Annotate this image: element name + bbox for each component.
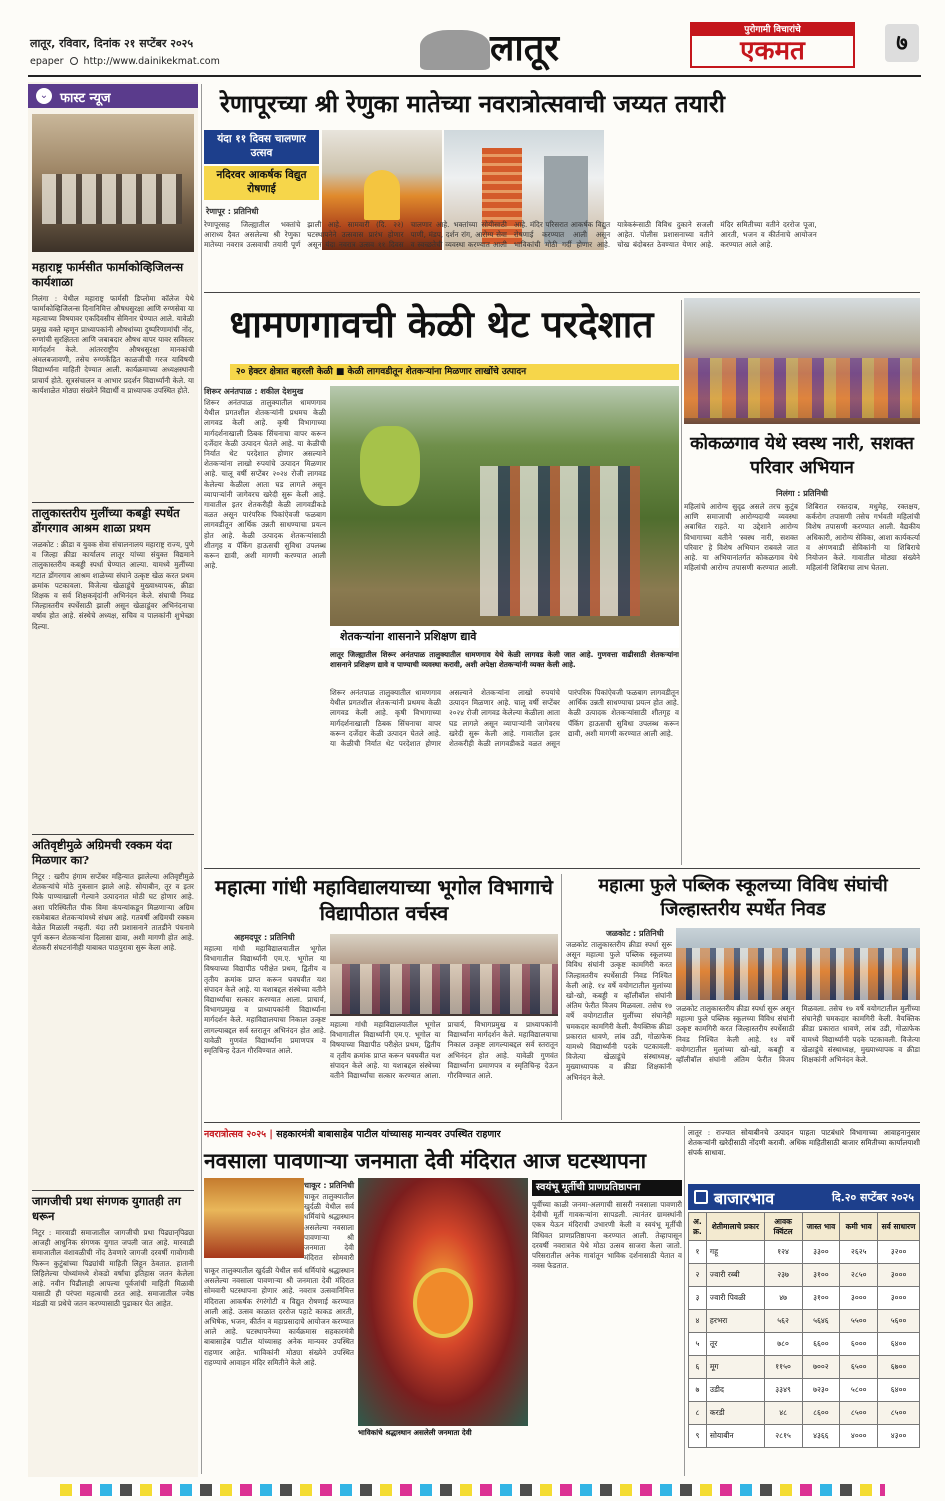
renuka-title: रेणापूरच्या श्री रेणुका मातेच्या नवरात्रोत्सवाची जय्यत तयारी [220,89,725,118]
table-row [689,1310,920,1333]
col-arrival: आवक क्विंटल [764,1213,802,1241]
table-cell: ७००२ [802,1356,840,1379]
banana-body-right: शिरूर अनंतपाळ तालुक्यातील धामणगाव येथील प्रगतशील शेतकऱ्यांनी प्रथमच केळी लागवड केली आहे. कृषी विभागाच्या मार्गदर्शनाखाली ठिबक सिंचनाचा वापर करून दर्जेदार केळी उत्पादन घेतले आहे. या केळीची निर्यात थेट परदेशात होणार असल्याने शेतकऱ्यांना लाखो रुपयांचे उत्पादन मिळणार आहे. चालू वर्षी सप्टेंबर २०२४ रोजी लागवड केलेल्या केळीला आता घड लागले असून व्यापाऱ्यांनी जागेवरच खरेदी सुरू केली आहे. गावातील इतर शेतकरीही केळी लागवडीकडे वळत असून पारंपरिक पिकांऐवजी फळबाग लागवडीतून आर्थिक उन्नती साधण्याचा प्रयत्न होत आहे. केळी उत्पादक शेतकऱ्यांसाठी शीतगृह व पॅकिंग हाऊसची सुविधा उपलब्ध करून द्यावी, अशी मागणी करण्यात आली आहे. [330,688,679,749]
phule-team-photo [676,928,920,1000]
brand-tagline: पुरोगामी विचारांचे [692,24,853,36]
banana-byline: शिरूर अनंतपाळ : शकील देशमुख [204,387,304,396]
table-cell: ३ [689,1287,707,1310]
gandhi-story [204,872,558,1120]
table-cell: १ [689,1241,707,1264]
deity-caption: भाविकांचे श्रद्धास्थान असलेली जनमाता देवी [358,1428,472,1437]
city-emblem [420,30,490,70]
navratri-strip: नवरात्रोत्सव २०२५ | सहकारमंत्री बाबासाहेब पाटील यांच्यासह मान्यवर उपस्थित राहणार [204,1129,501,1140]
page-number: ७ [885,24,919,62]
banana-story [204,294,679,868]
table-cell: ५६०० [878,1310,920,1333]
table-cell: सोयाबीन [706,1425,764,1448]
table-row [689,1241,920,1264]
table-cell: ११५० [764,1356,802,1379]
banana-lead: लातूर जिल्ह्यातील शिरूर अनंतपाळ तालुक्यातील धामणगाव येथे केळी लागवड केली जात आहे. गुणवत्ता वाढीसाठी शेतकऱ्यांना शासनाने प्रशिक्षण द्यावे व पाण्याची व्यवस्था करावी, अशी अपेक्षा शेतकऱ्यांनी व्यक्त केली आहे. [330,650,679,670]
table-row [689,1287,920,1310]
story-advance-body: निटूर : खरीप हंगाम सप्टेंबर महिन्यात झालेल्या अतिवृष्टीमुळे शेतकऱ्यांचे मोठे नुकसान झाले आहे. सोयाबीन, तूर व इतर पिके पाण्याखाली गेल्याने उत्पादनात मोठी घट होणार आहे. अशा परिस्थितीत पीक विमा कंपन्यांकडून मिळणाऱ्या अग्रिम रकमेबाबत शेतकऱ्यांमध्ये संभ्रम आहे. गतवर्षी अग्रिमची रक्कम वेळेत मिळाली नव्हती. यंदा तरी प्रशासनाने तातडीने पंचनामे पूर्ण करून शेतकऱ्यांना दिलासा द्यावा, अशी मागणी होत आहे. शेतकरी संघटनांनीही याबाबत पाठपुरावा सुरू केला आहे. [32,872,194,953]
murti-title: स्वयंभू मूर्तीची प्राणप्रतिष्ठापना [532,1180,682,1196]
table-cell: ६००० [840,1333,878,1356]
fast-news-sidebar [28,82,198,1477]
gandhi-felicitation-photo [330,934,558,1016]
col-commodity: शेतीमालाचे प्रकार [706,1213,764,1241]
table-cell: ३००० [878,1264,920,1287]
navratri-tag: नवरात्रोत्सव २०२५ [204,1129,267,1140]
globe-icon [70,57,78,65]
city-name: लातूर [490,27,559,69]
table-cell: ६७०० [878,1356,920,1379]
table-cell: ४ [689,1310,707,1333]
table-cell: ७ [689,1379,707,1402]
renuka-box2: नदिरवर आकर्षक विद्युत रोषणाई [204,166,319,200]
table-cell: ७८० [764,1333,802,1356]
market-table [688,1212,920,1448]
table-cell: २६२५ [840,1241,878,1264]
deity-idol-photo [358,1178,528,1426]
table-cell: २ [689,1264,707,1287]
kokalgaon-title: कोकळगाव येथे स्वस्थ नारी, सशक्त परिवार अभियान [690,434,914,478]
banana-kicker: २० हेक्टर क्षेत्रात बहरली केळी ■ केळी लागवडीतून शेतकऱ्यांना मिळणार लाखोंचे उत्पादन [230,364,679,380]
banana-caption: शेतकऱ्यांना शासनाने प्रशिक्षण द्यावे [330,626,679,648]
navratri-strip-text: सहकारमंत्री बाबासाहेब पाटील यांच्यासह मान्यवर उपस्थित राहणार [276,1129,501,1140]
table-row [689,1356,920,1379]
table-cell: ३००० [840,1287,878,1310]
table-cell: तूर [706,1333,764,1356]
phule-body-right: जळकोट तालुकास्तरीय क्रीडा स्पर्धा सुरू असून महात्मा फुले पब्लिक स्कूलच्या विविध संघांनी उत्कृष्ट कामगिरी करत जिल्हास्तरीय स्पर्धेसाठी निवड निश्चित केली आहे. १४ वर्षे वयोगटातील मुलांच्या खो-खो, कबड्डी व व्हॉलीबॉल संघांनी अंतिम फेरीत विजय मिळवला. तसेच १७ वर्षे वयोगटातील मुलींच्या संघानेही चमकदार कामगिरी केली. वैयक्तिक क्रीडा प्रकारात धावणे, लांब उडी, गोळाफेक यामध्ये विद्यार्थ्यांनी पदके पटकावली. विजेत्या खेळाडूंचे संस्थाध्यक्ष, मुख्याध्यापक व क्रीडा शिक्षकांनी अभिनंदन केले. [676,1004,920,1065]
table-row [689,1425,920,1448]
renuka-byline: रेणापूर : प्रतिनिधी [206,207,259,216]
navasala-title: नवसाला पावणाऱ्या जनमाता देवी मंदिरात आज घटस्थापना [204,1148,647,1173]
banana-title: धामणगावची केळी थेट परदेशात [229,302,654,346]
table-cell: ५ [689,1333,707,1356]
table-cell: ८ [689,1402,707,1425]
navasala-story [204,1126,682,1478]
table-cell: ४७ [764,1287,802,1310]
renuka-body: रेणापूरसह जिल्ह्यातील भक्तांचे आराध्य दैवत असलेल्या श्री रेणुका मातेच्या नवरात्र उत्सवाची तयारी पूर्ण झाली आहे. सामवारी (दि. २२) घटस्थापनेने उत्सवास प्रारंभ होणार असून यंदा नवरात्र उत्सव ११ दिवस चालणार आहे. भक्तांच्या सोयीसाठी पाणी, मंडप, दर्शन रांग, आरोग्य सेवा व स्वच्छतेची व्यवस्था करण्यात आली आहे. मंदिर परिसरात आकर्षक विद्युत रोषणाई करण्यात आली असून भाविकांची मोठी गर्दी होणार आहे. यात्रेकरूंसाठी विविध दुकाने सजली आहेत. पोलीस प्रशासनाच्या वतीने चोख बंदोबस्त ठेवण्यात येणार आहे. मंदिर समितीच्या वतीने दररोज पूजा, आरती, भजन व कीर्तनाचे आयोजन करण्यात आले आहे. [204,220,817,250]
table-cell: ५५०० [840,1310,878,1333]
table-cell: ६ [689,1356,707,1379]
kokalgaon-story [684,298,920,868]
health-camp-photo [684,298,920,424]
table-cell: करडी [706,1402,764,1425]
renuka-story [204,84,920,294]
renuka-box1: यंदा ११ दिवस चालणार उत्सव [204,130,319,164]
story-jagji-title: जागजीची प्रथा संगणक युगातही तग धरून [32,1194,181,1223]
murti-body: पूर्वीच्या काळी जनमा-अलगाची सासरी नवसाला पावणारी देवीची मूर्ती गावकऱ्यांना सापडली. त्यानंतर ग्रामस्थांनी एकत्र येऊन मंदिराची उभारणी केली व स्वयंभू मूर्तीची विधिवत प्राणप्रतिष्ठापना करण्यात आली. तेव्हापासून दरवर्षी नवरात्रात येथे मोठा उत्सव साजरा केला जातो. परिसरातील अनेक गावांतून भाविक दर्शनासाठी येतात व नवस फेडतात. [532,1200,682,1271]
table-cell: ४८ [764,1402,802,1425]
table-row [689,1264,920,1287]
table-cell: हरभरा [706,1310,764,1333]
table-cell: गहू [706,1241,764,1264]
table-cell: ४००० [840,1425,878,1448]
market-date: दि.२० सप्टेंबर २०२५ [831,1191,914,1204]
table-cell: ३३०० [802,1241,840,1264]
table-cell: २३७ [764,1264,802,1287]
table-cell: ६४०० [878,1379,920,1402]
phule-byline: जळकोट : प्रतिनिधी [606,929,664,938]
masthead [0,0,945,90]
gandhi-body-left: महात्मा गांधी महाविद्यालयातील भूगोल विभागातील विद्यार्थ्यांनी एम.ए. भूगोल या विषयाच्या विद्यापीठ परीक्षेत प्रथम, द्वितीय व तृतीय क्रमांक प्राप्त करून घवघवीत यश संपादन केले आहे. या यशाबद्दल संस्थेच्या वतीने विद्यार्थ्यांचा सत्कार करण्यात आला. प्राचार्य, विभागप्रमुख व प्राध्यापकांनी विद्यार्थ्यांना मार्गदर्शन केले. महाविद्यालयाचा निकाल उत्कृष्ट लागल्याबद्दल सर्व स्तरातून अभिनंदन होत आहे. यावेळी गुणवंत विद्यार्थ्यांना प्रमाणपत्र व स्मृतिचिन्ह देऊन गौरविण्यात आले. [204,944,326,1056]
brand-name: एकमत [740,36,805,66]
market-title: बाजारभाव [714,1189,775,1208]
table-row [689,1402,920,1425]
market-table-header [689,1213,920,1241]
market-section [688,1126,920,1478]
col-high: जास्त भाव [802,1213,840,1241]
banana-farm-photo [330,386,679,626]
epaper-label: epaper [30,56,64,67]
issue-date: लातूर, रविवार, दिनांक २१ सप्टेंबर २०२५ [30,37,194,50]
table-cell: ३००० [878,1287,920,1310]
table-row [689,1379,920,1402]
table-row [689,1333,920,1356]
story-kabaddi-title: तालुकास्तरीय मुलींच्या कबड्डी स्पर्धेत डोंगरगाव आश्रम शाळा प्रथम [32,506,180,535]
table-cell: ज्वारी रब्बी [706,1264,764,1287]
table-cell: ६६०० [802,1333,840,1356]
col-avg: सर्व साधारण [878,1213,920,1241]
table-cell: ८५०० [878,1402,920,1425]
table-cell: ४३०० [878,1425,920,1448]
fast-news-label: फास्ट न्यूज [60,91,111,106]
print-color-strip [60,1484,885,1496]
table-cell: २८५० [840,1264,878,1287]
kokalgaon-byline: निलंगा : प्रतिनिधी [776,489,828,498]
table-cell: ४३६६ [802,1425,840,1448]
gandhi-body-right: महात्मा गांधी महाविद्यालयातील भूगोल विभागातील विद्यार्थ्यांनी एम.ए. भूगोल या विषयाच्या विद्यापीठ परीक्षेत प्रथम, द्वितीय व तृतीय क्रमांक प्राप्त करून घवघवीत यश संपादन केले आहे. या यशाबद्दल संस्थेच्या वतीने विद्यार्थ्यांचा सत्कार करण्यात आला. प्राचार्य, विभागप्रमुख व प्राध्यापकांनी विद्यार्थ्यांना मार्गदर्शन केले. महाविद्यालयाचा निकाल उत्कृष्ट लागल्याबद्दल सर्व स्तरातून अभिनंदन होत आहे. यावेळी गुणवंत विद्यार्थ्यांना प्रमाणपत्र व स्मृतिचिन्ह देऊन गौरविण्यात आले. [330,1020,558,1081]
story-pharmacy-body: निलंगा : येथील महाराष्ट्र फार्मसी डिप्लोमा कॉलेज येथे फार्माकोव्हिजिलन्स दिनानिमित्त औषधसुरक्षा आणि रुग्णसेवा या महत्वाच्या विषयावर एकदिवसीय सेमिनार घेण्यात आले. यावेळी प्रमुख वक्ते म्हणून प्राध्यापकांनी औषधांच्या दुष्परिणामांची नोंद, रुग्णांची सुरक्षितता आणि जबाबदार औषध वापर यावर सविस्तर मार्गदर्शन केले. आंतरराष्ट्रीय औषधसुरक्षा मानकांची अंमलबजावणी, तसेच रुग्णकेंद्रित काळजीची गरज याविषयी विद्यार्थ्यांना माहिती देण्यात आली. कार्यक्रमाच्या अध्यक्षस्थानी प्राचार्य होते. सूत्रसंचालन व आभार प्रदर्शन विद्यार्थ्यांनी केले. या कार्यशाळेत मोठ्या संख्येने विद्यार्थी व प्राध्यापक उपस्थित होते. [32,294,194,395]
table-cell: ६५०० [840,1356,878,1379]
table-cell: ३१०० [802,1264,840,1287]
banana-body-left: शिरूर अनंतपाळ तालुक्यातील धामणगाव येथील प्रगतशील शेतकऱ्यांनी प्रथमच केळी लागवड केली आहे. कृषी विभागाच्या मार्गदर्शनाखाली ठिबक सिंचनाचा वापर करून दर्जेदार केळी उत्पादन घेतले आहे. या केळीची निर्यात थेट परदेशात होणार असल्याने शेतकऱ्यांना लाखो रुपयांचे उत्पादन मिळणार आहे. चालू वर्षी सप्टेंबर २०२४ रोजी लागवड केलेल्या केळीला आता घड लागले असून व्यापाऱ्यांनी जागेवरच खरेदी सुरू केली आहे. गावातील इतर शेतकरीही केळी लागवडीकडे वळत असून पारंपरिक पिकांऐवजी फळबाग लागवडीतून आर्थिक उन्नती साधण्याचा प्रयत्न होत आहे. केळी उत्पादक शेतकऱ्यांसाठी शीतगृह व पॅकिंग हाऊसची सुविधा उपलब्ध करून द्यावी, अशी मागणी करण्यात आली आहे. [204,398,326,571]
navasala-byline: चाकूर : प्रतिनिधी [304,1181,355,1190]
table-cell: उडीद [706,1379,764,1402]
kokalgaon-body: महिलांचे आरोग्य सुदृढ असले तरच कुटुंब आणि समाजाची आरोग्यदायी व्यवस्था अबाधित राहते. या उद्देशाने आरोग्य विभागाच्या वतीने 'स्वस्थ नारी, सशक्त परिवार' हे विशेष अभियान राबवले जात आहे. या अभियानांतर्गत कोकळगाव येथे महिलांची आरोग्य तपासणी करण्यात आली. शिबिरात रक्तदाब, मधुमेह, रक्तक्षय, कर्करोग तपासणी तसेच गर्भवती महिलांची विशेष तपासणी करण्यात आली. वैद्यकीय अधिकारी, आरोग्य सेविका, आशा कार्यकर्त्या व अंगणवाडी सेविकांनी या शिबिराचे नियोजन केले. गावातील मोठ्या संख्येने महिलांनी शिबिराचा लाभ घेतला. [684,502,920,573]
table-cell: ५८०० [840,1379,878,1402]
table-cell: १२४ [764,1241,802,1264]
epaper-url[interactable]: http://www.dainikekmat.com [83,56,220,67]
pharmacy-event-photo [32,114,194,252]
table-cell: ३२०० [878,1241,920,1264]
market-header [688,1184,920,1210]
table-cell: ३१०० [802,1287,840,1310]
fast-news-header [28,84,198,108]
story-pharmacy-title: महाराष्ट्र फार्मसीत फार्माकोव्हिजिलन्स कार्यशाळा [32,260,184,289]
phule-body-left: जळकोट तालुकास्तरीय क्रीडा स्पर्धा सुरू असून महात्मा फुले पब्लिक स्कूलच्या विविध संघांनी उत्कृष्ट कामगिरी करत जिल्हास्तरीय स्पर्धेसाठी निवड निश्चित केली आहे. १४ वर्षे वयोगटातील मुलांच्या खो-खो, कबड्डी व व्हॉलीबॉल संघांनी अंतिम फेरीत विजय मिळवला. तसेच १७ वर्षे वयोगटातील मुलींच्या संघानेही चमकदार कामगिरी केली. वैयक्तिक क्रीडा प्रकारात धावणे, लांब उडी, गोळाफेक यामध्ये विद्यार्थ्यांनी पदके पटकावली. विजेत्या खेळाडूंचे संस्थाध्यक्ष, मुख्याध्यापक व क्रीडा शिक्षकांनी अभिनंदन केले. [566,940,672,1082]
table-cell: २८१५ [764,1425,802,1448]
table-cell: मूग [706,1356,764,1379]
table-cell: ९ [689,1425,707,1448]
story-jagji-body: निटूर : मारवाडी समाजातील जागजीची प्रथा पिढ्यान्‌पिढ्या आजही आधुनिक संगणक युगात जपली जात आहे. मारवाडी समाजातील वंशावळीची नोंद ठेवणारे जागजी दरवर्षी गावोगावी फिरून कुटुंबांच्या पिढ्यांची माहिती लिहून ठेवतात. हातानी लिहिलेल्या पोथ्यांमध्ये शेकडो वर्षांचा इतिहास जतन केलेला आहे. नवीन पिढीलाही आपल्या पूर्वजांची माहिती मिळावी यासाठी ही परंपरा महत्वाची ठरत आहे. समाजातील ज्येष्ठ मंडळी या प्रथेचे जतन करण्यासाठी पुढाकार घेत आहेत. [32,1228,194,1309]
chevron-down-icon: ⌄ [36,88,52,104]
table-cell: ८५०० [840,1402,878,1425]
phule-title: महात्मा फुले पब्लिक स्कूलच्या विविध संघांची जिल्हास्तरीय स्पर्धेत निवड [598,875,888,920]
gandhi-title: महात्मा गांधी महाविद्यालयाच्या भूगोल विभागाचे विद्यापीठात वर्चस्व [215,875,553,925]
table-cell: ७२३० [802,1379,840,1402]
story-kabaddi-body: जळकोट : क्रीडा व युवक सेवा संचालनालय महाराष्ट्र राज्य, पुणे व जिल्हा क्रीडा कार्यालय लातूर यांच्या संयुक्त विद्यमाने तालुकास्तरीय कबड्डी स्पर्धा घेण्यात आल्या. यामध्ये मुलींच्या गटात डोंगरगाव आश्रम शाळेच्या संघाने उत्कृष्ट खेळ करत प्रथम क्रमांक पटकावला. विजेत्या खेळाडूंचे मुख्याध्यापक, क्रीडा शिक्षक व सर्व शिक्षकवृंदांनी अभिनंदन केले. संघाची निवड जिल्हास्तरीय स्पर्धेसाठी झाली असून खेळाडूंवर अभिनंदनाचा वर्षाव होत आहे. संस्थेचे अध्यक्ष, सचिव व पालकांनी शुभेच्छा दिल्या. [32,540,194,631]
phule-story [566,872,920,1120]
table-cell: ज्वारी पिवळी [706,1287,764,1310]
epaper-line [30,56,220,67]
navasala-body: चाकूर तालुक्यातील खुर्दळी येथील सर्व धर्मियांचे श्रद्धास्थान असलेल्या नवसाला पावणाऱ्या श्री जनमाता देवी मंदिरात सोमवारी घटस्थापना होणार आहे. नवरात्र उत्सवानिमित्त मंदिराला आकर्षक रंगरंगोटी व विद्युत रोषणाई करण्यात आली आहे. उत्सव काळात दररोज पहाटे काकड आरती, अभिषेक, भजन, कीर्तन व महाप्रसादाचे आयोजन करण्यात आले आहे. घटस्थापनेच्या कार्यक्रमास सहकारमंत्री बाबासाहेब पाटील यांच्यासह अनेक मान्यवर उपस्थित राहणार आहेत. भाविकांनी मोठ्या संख्येने उपस्थित राहण्याचे आवाहन मंदिर समितीने केले आहे. [204,1266,354,1367]
gandhi-byline: अहमदपूर : प्रतिनिधी [234,933,295,942]
col-no: अ. क्र. [689,1213,707,1241]
navasala-body-2: चाकूर तालुक्यातील खुर्दळी येथील सर्व धर्मियांचे श्रद्धास्थान असलेल्या नवसाला पावणाऱ्या श्री जनमाता देवी मंदिरात सोमवारी [304,1192,354,1262]
brand-block [690,22,855,68]
janmata-devi-photo [204,1178,304,1258]
table-cell: ८६०० [802,1402,840,1425]
market-notice: लातूर : राज्यात सोयाबीनचे उत्पादन पाहता पाटबंधारे विभागाच्या आवाहनानुसार शेतकऱ्यांनी खरेदीसाठी नोंदणी करावी. अधिक माहितीसाठी बाजार समितीच्या कार्यालयाशी संपर्क साधावा. [688,1128,920,1158]
table-cell: ५६४६ [802,1310,840,1333]
table-cell: ५६२ [764,1310,802,1333]
story-advance-title: अतिवृष्टीमुळे अग्रिमची रक्कम यंदा मिळणार का? [32,838,172,867]
table-cell: ३३४९ [764,1379,802,1402]
table-cell: ६४०० [878,1333,920,1356]
chart-icon [694,1190,708,1204]
col-low: कमी भाव [840,1213,878,1241]
